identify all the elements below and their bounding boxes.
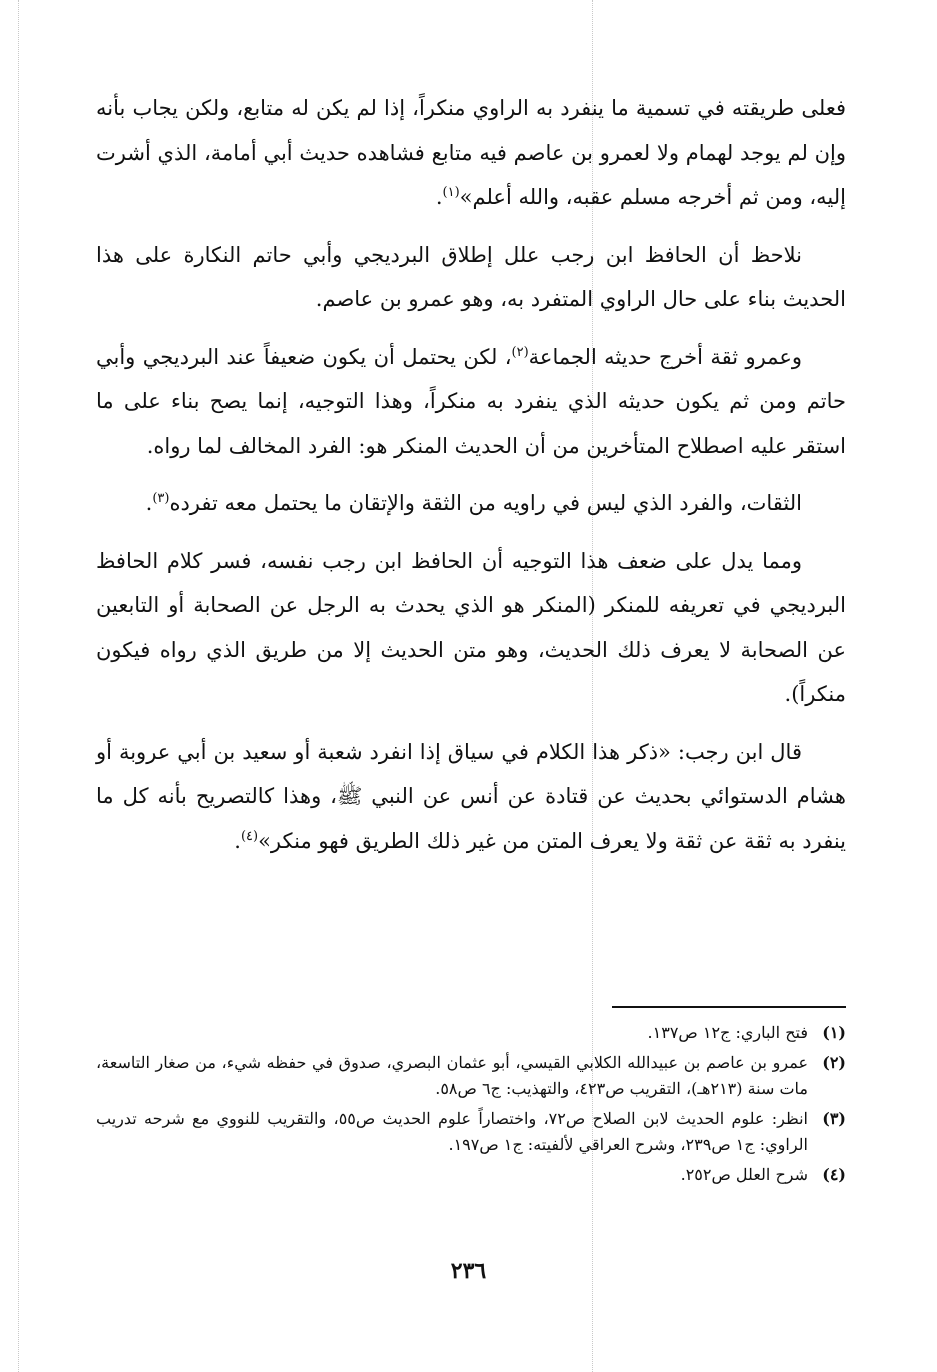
paragraph-1: فعلى طريقته في تسمية ما ينفرد به الراوي منكراً، إذا لم يكن له متابع، ولكن يجاب بأنه وإن لم يوجد لهمام ولا لعمرو بن عاصم فيه متابع فشاهده حديث أبي أمامة، الذي أشرت إليه، ومن ثم أخرجه مسلم عقبه، والله أعلم»$^{(١)}$. xyxy=(96,96,847,209)
footnote-text: عمرو بن عاصم بن عبيدالله الكلابي القيسي، أبو عثمان البصري، صدوق في حفظه شيء، من صغار التاسعة، مات سنة (٢١٣هـ)، التقريب ص٤٢٣، والتهذيب: ج٦ ص٥٨. xyxy=(96,1053,808,1098)
footnote-2 xyxy=(96,1050,846,1102)
paragraph-4: الثقات، والفرد الذي ليس في راويه من الثقة والإتقان ما يحتمل معه تفرده$^{(٣)}$. xyxy=(145,491,802,515)
footnote-ref-2[interactable]: (٢) xyxy=(511,344,529,360)
footnote-number: (٤) xyxy=(822,1165,846,1184)
footnote-3 xyxy=(96,1106,846,1158)
footnote-ref-3[interactable]: (٣) xyxy=(152,491,170,506)
footnote-separator xyxy=(612,1006,846,1008)
paragraph-3: وعمرو ثقة أخرج حديثه الجماعة$^{(٢)}$، لكن يحتمل أن يكون ضعيفاً عند البرديجي وأبي حاتم ومن ثم يكون حديثه الذي ينفرد به منكراً، وهذا التوجيه، إنما يصح بناء على ما استقر عليه اصطلاح المتأخرين من أن الحديث المنكر هو: الفرد المخالف لما رواه. xyxy=(96,344,846,458)
footnote-number: (٢) xyxy=(822,1053,846,1072)
footnote-text: انظر: علوم الحديث لابن الصلاح ص٧٢، واختصاراً علوم الحديث ص٥٥، والتقريب للنووي مع شرحه تدريب الراوي: ج١ ص٢٣٩، وشرح العراقي لألفيته: ج١ ص١٩٧. xyxy=(96,1109,809,1154)
footnote-number: (١) xyxy=(822,1023,846,1042)
footnote-text: فتح الباري: ج١٢ ص١٣٧. xyxy=(647,1023,808,1042)
page-number: ٢٣٦ xyxy=(450,1258,487,1284)
footnotes xyxy=(96,1020,846,1192)
footnote-1 xyxy=(96,1020,846,1046)
footnote-ref-1[interactable]: (١) xyxy=(442,185,460,200)
paragraph-6: قال ابن رجب: «ذكر هذا الكلام في سياق إذا انفرد شعبة أو سعيد بن أبي عروبة أو هشام الدستوائي بحديث عن قتادة عن أنس عن النبي ﷺ، وهذا كالتصريح بأنه كل ما ينفرد به ثقة عن ثقة ولا يعرف المتن من غير ذلك الطريق فهو منكر»$^{(٤)}$. xyxy=(96,739,846,853)
margin-dotted-line xyxy=(18,0,19,1372)
paragraph-5: ومما يدل على ضعف هذا التوجيه أن الحافظ ابن رجب نفسه، فسر كلام الحافظ البرديجي في تعريفه للمنكر (المنكر هو الذي يحدث به الرجل عن الصحابة أو التابعين عن الصحابة لا يعرف ذلك الحديث، وهو متن الحديث إلا من طريق الذي رواه فيكون منكراً). xyxy=(96,548,846,706)
footnote-ref-4[interactable]: (٤) xyxy=(240,828,259,844)
footnote-number: (٣) xyxy=(822,1109,846,1128)
paragraph-2: نلاحظ أن الحافظ ابن رجب علل إطلاق البرديجي وأبي حاتم النكارة على هذا الحديث بناء على حال الراوي المتفرد به، وهو عمرو بن عاصم. xyxy=(96,242,846,311)
footnote-4 xyxy=(96,1162,846,1188)
main-text xyxy=(96,86,846,876)
footnote-text: شرح العلل ص٢٥٢. xyxy=(680,1165,808,1184)
